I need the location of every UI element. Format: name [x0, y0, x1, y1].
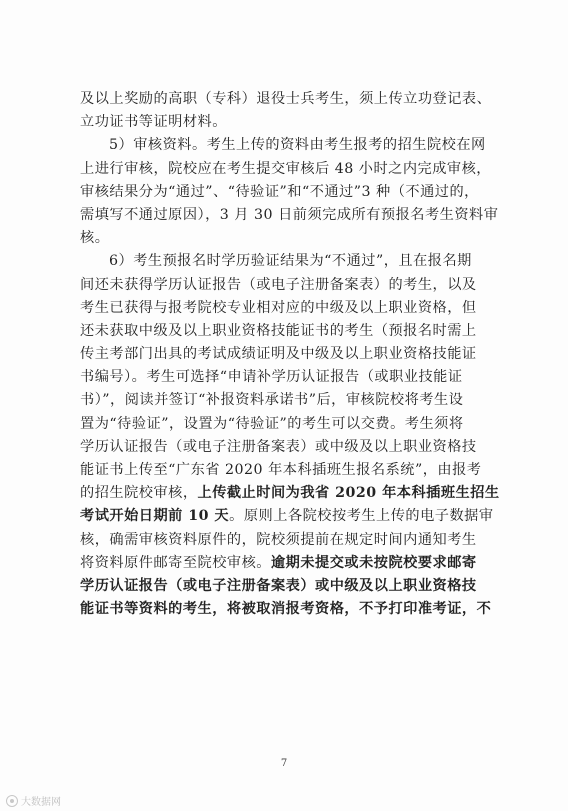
watermark — [6, 793, 61, 808]
watermark-text: 大数据网 — [21, 797, 61, 808]
text-line: 传主考部门出具的考试成绩证明及中级及以上职业资格技能证 — [80, 346, 477, 363]
text-line: 立功证书等证明材料。 — [80, 114, 227, 131]
text-line — [80, 505, 510, 528]
text-bold: 上传截止时间为我省 2020 年本科插班生招生 — [197, 485, 500, 502]
text-line: 能证书等资料的考生，将被取消报考资格，不予打印准考证，不 — [80, 601, 492, 618]
text-line: 学历认证报告（或电子注册备案表）或中级及以上职业资格技 — [80, 438, 477, 455]
text-line: 审核结果分为“通过”、“待验证”和“不通过”3 种（不通过的， — [80, 183, 479, 200]
text-line — [80, 482, 510, 505]
text-line: 及以上奖励的高职（专科）退役士兵考生，须上传立功登记表、 — [80, 91, 492, 107]
text-normal: 。原则上各院校按考生上传的电子数据审 — [229, 508, 494, 525]
text-line: 间还未获得学历认证报告（或电子注册备案表）的考生，以及 — [80, 276, 477, 293]
text-line: 置为“待验证”，设置为“待验证”的考生可以交费。考生须将 — [80, 415, 464, 432]
text-line: 需填写不通过原因），3 月 30 日前须完成所有预报名考生资料审 — [80, 206, 499, 223]
text-line: 考生已获得与报考院校专业相对应的中级及以上职业资格，但 — [80, 299, 477, 316]
text-line: 学历认证报告（或电子注册备案表）或中级及以上职业资格技 — [80, 577, 477, 594]
text-line: 能证书上传至“广东省 2020 年本科插班生报名系统”，由报考 — [80, 462, 482, 478]
text-line: 书编号）。考生可选择“申请补学历认证报告（或职业技能证 — [80, 369, 463, 386]
text-normal: 将资料原件邮寄至院校审核。 — [80, 554, 271, 571]
document-body — [80, 88, 510, 621]
page-number: 7 — [280, 758, 288, 769]
text-line: 上进行审核，院校应在考生提交审核后 48 小时之内完成审核， — [80, 160, 491, 177]
text-line: 书）”，阅读并签订“补报资料承诺书”后，审核院校将考生设 — [80, 392, 464, 409]
text-bold: 逾期未提交或未按院校要求邮寄 — [270, 554, 477, 571]
text-line: 核，确需审核资料原件的，院校须提前在规定时间内通知考生 — [80, 531, 477, 548]
text-normal: 的招生院校审核， — [80, 485, 198, 502]
text-line: 6）考生预报名时学历验证结果为“不通过”，且在报名期 — [109, 253, 472, 270]
watermark-logo-icon — [6, 795, 18, 807]
text-line: 还未获取中级及以上职业资格技能证书的考生（预报名时需上 — [80, 322, 477, 339]
text-line — [80, 552, 510, 575]
text-bold: 考试开始日期前 10 天 — [80, 508, 230, 525]
text-line: 核。 — [80, 230, 110, 247]
text-line: 5）审核资料。考生上传的资料由考生报考的招生院校在网 — [109, 137, 486, 154]
